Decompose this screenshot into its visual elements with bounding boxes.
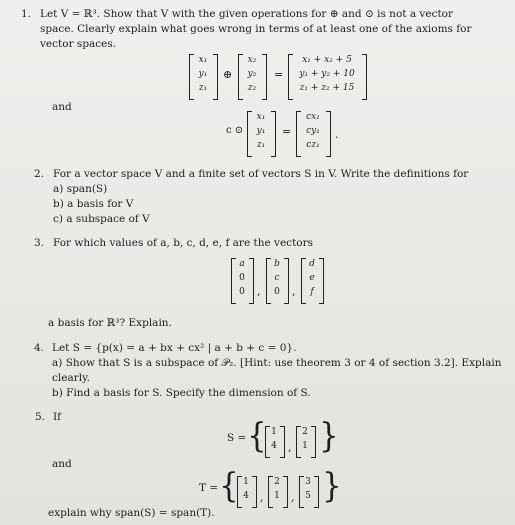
problem-2-number: 2.: [34, 168, 45, 180]
problem-4-line-4: b) Find a basis for S. Specify the dimension of S.: [52, 387, 311, 399]
vector-entry: 1: [243, 477, 249, 487]
problem-2-part-b: b) a basis for V: [53, 198, 134, 210]
vector-entry: 1: [274, 491, 280, 501]
vector-entry: cy₁: [306, 126, 320, 136]
brace-left: {: [247, 416, 267, 456]
set-S-label: S =: [227, 432, 247, 444]
problem-1-line-2: space. Clearly explain what goes wrong in terms of at least one of the axioms for: [40, 23, 472, 35]
and-label: and: [52, 101, 72, 113]
vector-entry: y₁: [256, 126, 266, 136]
set-T-label: T =: [199, 482, 219, 494]
vector-entry: c: [274, 273, 280, 283]
vector-entry: 4: [243, 491, 249, 501]
bracket-right: [326, 111, 331, 157]
vector-entry: x₁ + x₂ + 5: [302, 55, 352, 65]
bracket-right: [252, 476, 257, 508]
bracket-right: [262, 54, 267, 100]
problem-1-number: 1.: [21, 8, 32, 20]
vector-entry: d: [309, 259, 315, 269]
bracket-right: [283, 476, 288, 508]
problem-2-part-c: c) a subspace of V: [53, 213, 150, 225]
oplus-operator: ⊕: [223, 68, 233, 81]
problem-4-line-1: Let S = {p(x) = a + bx + cx² | a + b + c = 0}.: [52, 342, 297, 354]
vector-entry: y₁ + y₂ + 10: [299, 69, 355, 79]
problem-5-last-line: explain why span(S) = span(T).: [48, 507, 215, 519]
vector-entry: b: [274, 259, 280, 269]
problem-2-part-a: a) span(S): [53, 183, 108, 195]
vector-entry: 0: [274, 287, 280, 297]
brace-left: {: [219, 466, 239, 506]
vector-entry: cx₁: [306, 112, 320, 122]
bracket-right: [249, 258, 254, 304]
vector-entry: z₂: [247, 83, 257, 93]
vector-entry: e: [309, 273, 315, 283]
vector-entry: z₁: [198, 83, 208, 93]
vector-entry: 2: [302, 427, 308, 437]
vector-entry: 1: [271, 427, 277, 437]
vector-entry: z₁ + z₂ + 15: [299, 83, 355, 93]
vector-entry: cz₁: [306, 140, 320, 150]
comma: ,: [292, 285, 296, 298]
problem-3-line-2: a basis for ℝ³? Explain.: [48, 317, 172, 329]
problem-5-line-1: If: [53, 411, 62, 423]
bracket-right: [314, 476, 319, 508]
problem-3-line-1: For which values of a, b, c, d, e, f are the vectors: [53, 237, 314, 249]
problem-5-number: 5.: [35, 411, 46, 423]
problem-1-line-1: Let V = ℝ³. Show that V with the given operations for ⊕ and ⊙ is not a vector: [40, 8, 454, 20]
worksheet-page: 1. Let V = ℝ³. Show that V with the given operations for ⊕ and ⊙ is not a vector space. Clearly explain what goes wrong in terms of at least one of the axioms for vector spaces. x₁ y₁ z₁ ⊕ x₂ y₂ z₂ = x₁ + x₂ + 5 y₁ + y₂ + 10 z₁ + z₂ + 15 and c ⊙ x₁ y₁ z₁ = cx₁ cy₁ cz₁ . 2. For a vector space V and a finite set of vectors S in V. Write the definitions for a) span(S) b) a basis for V c) a subspace of V 3. For which values of a, b, c, d, e, f are the vectors a 0 0 , b c 0 , d e f a basis for ℝ³? Explain. 4. Let S = {p(x) = a + bx + cx² | a + b + c = 0}. a) Show that S is a subspace of 𝒫₂. [Hint: use theorem 3 or 4 of section 3.2]. Explain clearly. b) Find a basis for S. Specify the dimension of S. 5. If S = { 1 4 , 2 1 } and T = { 1 4 , 2 1 , 3 5 } explain why span(S) = span(T).: [21, 8, 502, 519]
comma: ,: [257, 285, 261, 298]
vector-entry: 5: [305, 491, 311, 501]
problem-3-number: 3.: [34, 237, 45, 249]
vector-entry: 4: [271, 441, 277, 451]
problem-4-line-2: a) Show that S is a subspace of 𝒫₂. [Hint: use theorem 3 or 4 of section 3.2]. Explain: [52, 357, 502, 369]
vector-entry: z₁: [256, 140, 266, 150]
problem-5-and-label: and: [52, 458, 72, 470]
bracket-right: [271, 111, 276, 157]
problem-4-line-3: clearly.: [52, 372, 90, 384]
vector-entry: f: [310, 287, 314, 297]
bracket-right: [311, 426, 316, 458]
vector-entry: 0: [239, 287, 245, 297]
vector-entry: x₂: [247, 55, 257, 65]
bracket-right: [319, 258, 324, 304]
brace-right: }: [322, 466, 342, 506]
vector-entry: y₂: [247, 69, 257, 79]
period: .: [335, 128, 339, 141]
problem-2-line-1: For a vector space V and a finite set of vectors S in V. Write the definitions for: [53, 168, 469, 180]
vector-entry: 3: [305, 477, 311, 487]
brace-right: }: [319, 416, 339, 456]
vector-entry: x₁: [256, 112, 266, 122]
equals-sign: =: [274, 68, 284, 81]
vector-entry: x₁: [198, 55, 208, 65]
problem-1-line-3: vector spaces.: [40, 38, 117, 50]
scalar-odot: c ⊙: [226, 125, 244, 136]
bracket-right: [280, 426, 285, 458]
bracket-right: [213, 54, 218, 100]
equals-sign: =: [282, 125, 292, 138]
vector-entry: 0: [239, 273, 245, 283]
vector-entry: 1: [302, 441, 308, 451]
vector-entry: y₁: [198, 69, 208, 79]
bracket-right: [362, 54, 367, 100]
vector-entry: a: [239, 259, 245, 269]
problem-4-number: 4.: [34, 342, 45, 354]
vector-entry: 2: [274, 477, 280, 487]
bracket-right: [284, 258, 289, 304]
